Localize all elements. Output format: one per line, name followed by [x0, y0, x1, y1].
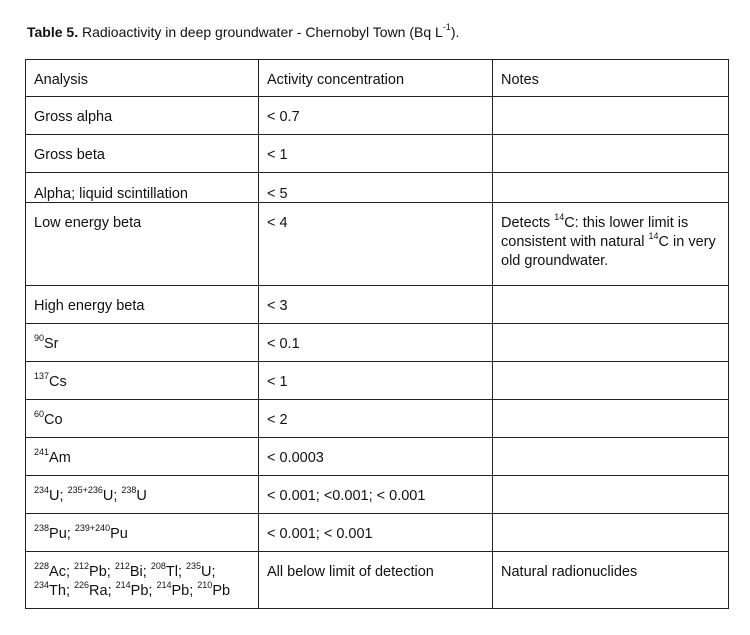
isotope-mass: 208 — [150, 561, 166, 572]
analysis-cell — [26, 400, 259, 438]
notes-cell — [493, 203, 729, 286]
table-row — [26, 173, 729, 203]
analysis-text: Alpha; liquid scintillation — [34, 186, 188, 202]
table-row — [26, 97, 729, 135]
isotope-mass: 214 — [156, 580, 172, 591]
notes-text: C in very old groundwater. — [501, 234, 716, 269]
notes-cell — [493, 438, 729, 476]
table-row — [26, 552, 729, 609]
isotope-mass: 235+236 — [67, 485, 103, 496]
analysis-cell — [26, 438, 259, 476]
isotope-element: Pb; — [89, 564, 115, 580]
notes-cell — [493, 173, 729, 203]
caption-text: Radioactivity in deep groundwater - Chernobyl Town (Bq L — [81, 24, 443, 40]
notes-sup: 14 — [554, 212, 565, 223]
isotope-element: Ra; — [89, 583, 116, 599]
notes-text: Detects — [501, 215, 555, 231]
activity-cell: < 2 — [259, 400, 493, 438]
caption-unit-sup: -1 — [442, 22, 451, 33]
analysis-cell: Gross beta — [26, 135, 259, 173]
table-row — [26, 362, 729, 400]
analysis-cell — [26, 173, 259, 203]
notes-cell — [493, 476, 729, 514]
isotope-element: Tl; — [165, 564, 186, 580]
activity-cell: All below limit of detection — [259, 552, 493, 609]
analysis-cell — [26, 476, 259, 514]
isotope-mass: 238 — [121, 485, 137, 496]
isotope-element: Bi; — [129, 564, 151, 580]
isotope-element: Co — [44, 412, 63, 428]
notes-cell — [493, 400, 729, 438]
analysis-cell: Gross alpha — [26, 97, 259, 135]
notes-cell: Natural radionuclides — [493, 552, 729, 609]
header-activity: Activity concentration — [259, 60, 493, 97]
activity-cell: < 0.001; < 0.001 — [259, 514, 493, 552]
isotope-mass: 212 — [74, 561, 90, 572]
isotope-mass: 228 — [34, 561, 50, 572]
notes-cell — [493, 286, 729, 324]
activity-cell: < 3 — [259, 286, 493, 324]
activity-cell: < 1 — [259, 135, 493, 173]
notes-sup: 14 — [648, 231, 659, 242]
table-row — [26, 400, 729, 438]
activity-cell: < 0.001; <0.001; < 0.001 — [259, 476, 493, 514]
isotope-element: U — [136, 488, 147, 504]
isotope-element: Th; — [49, 583, 75, 599]
isotope-mass: 234 — [34, 485, 50, 496]
isotope-mass: 235 — [186, 561, 202, 572]
isotope-mass: 90 — [34, 333, 45, 344]
isotope-mass: 226 — [74, 580, 90, 591]
analysis-cell — [26, 362, 259, 400]
table-row — [26, 476, 729, 514]
isotope-element: Pb; — [130, 583, 157, 599]
analysis-cell — [26, 324, 259, 362]
isotope-mass: 137 — [34, 371, 50, 382]
notes-cell — [493, 135, 729, 173]
isotope-element: Am — [49, 450, 71, 466]
isotope-element: Pb; — [171, 583, 198, 599]
analysis-cell: Low energy beta — [26, 203, 259, 286]
activity-text: < 5 — [267, 186, 288, 202]
isotope-element: Sr — [44, 336, 59, 352]
table-row — [26, 286, 729, 324]
table-row — [26, 135, 729, 173]
radioactivity-table — [25, 59, 729, 609]
notes-cell — [493, 362, 729, 400]
activity-cell: < 0.7 — [259, 97, 493, 135]
header-row — [26, 60, 729, 97]
isotope-element: Pu; — [49, 526, 75, 542]
notes-cell — [493, 97, 729, 135]
header-notes: Notes — [493, 60, 729, 97]
notes-cell — [493, 324, 729, 362]
table-row — [26, 438, 729, 476]
isotope-element: Pu — [110, 526, 128, 542]
isotope-mass: 241 — [34, 447, 50, 458]
isotope-element: U; — [102, 488, 122, 504]
table-caption — [27, 24, 459, 40]
isotope-element: Cs — [49, 374, 67, 390]
isotope-element: U; — [49, 488, 68, 504]
activity-cell: < 0.1 — [259, 324, 493, 362]
isotope-element: Pb — [212, 583, 231, 599]
caption-text-end: ). — [450, 24, 460, 40]
isotope-mass: 239+240 — [74, 523, 111, 534]
isotope-mass: 234 — [34, 580, 50, 591]
isotope-mass: 214 — [115, 580, 131, 591]
activity-cell: < 0.0003 — [259, 438, 493, 476]
isotope-mass: 210 — [197, 580, 213, 591]
table-row — [26, 514, 729, 552]
header-analysis: Analysis — [26, 60, 259, 97]
table-row — [26, 324, 729, 362]
analysis-cell: High energy beta — [26, 286, 259, 324]
isotope-mass: 212 — [114, 561, 130, 572]
table-row — [26, 203, 729, 286]
analysis-cell — [26, 514, 259, 552]
isotope-element: Ac; — [49, 564, 75, 580]
activity-cell — [259, 173, 493, 203]
isotope-mass: 60 — [34, 409, 45, 420]
notes-text: C: this lower limit is consistent with natural — [501, 215, 689, 250]
analysis-cell — [26, 552, 259, 609]
caption-label: Table 5. — [27, 24, 79, 40]
activity-cell: < 4 — [259, 203, 493, 286]
isotope-mass: 238 — [34, 523, 50, 534]
isotope-element: U; — [201, 564, 216, 580]
notes-cell — [493, 514, 729, 552]
activity-cell: < 1 — [259, 362, 493, 400]
